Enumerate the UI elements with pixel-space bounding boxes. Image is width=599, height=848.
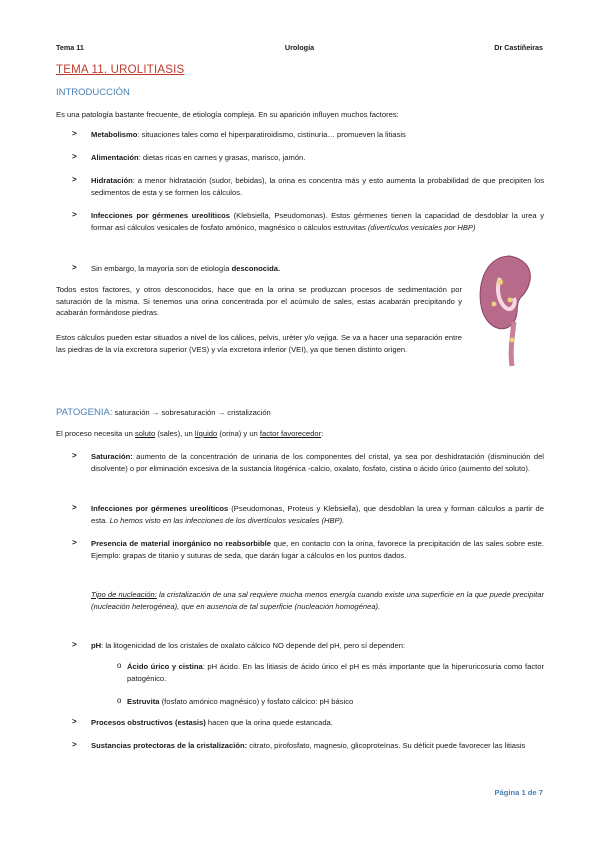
intro-item-hidratacion: Hidratación: a menor hidratación (sudor, bebidas), la orina es concentra más y esto aumenta la probabilidad de que precipiten los sedimentos de esta y se formen los cálculos.: [91, 176, 544, 197]
patogenia-item-protectoras: Sustancias protectoras de la cristalización: citrato, pirofosfato, magnesio, glicoproteínas. Su déficit puede favorecer las litiasis: [91, 741, 526, 750]
patogenia-item-ph: pH: la litogenicidad de los cristales de oxalato cálcico NO depende del pH, pero sí dependen:: [91, 641, 406, 650]
patogenia-item-material: Presencia de material inorgánico no reabsorbible que, en contacto con la orina, favorece la precipitación de las sales sobre este. Ejemplo: grapas de titanio y suturas de seda, que darán lugar a cálculos en los puntos dados.: [91, 539, 544, 560]
bullet-marker: >: [72, 175, 77, 184]
sub-bullet-marker: o: [117, 696, 122, 705]
bullet-marker: >: [72, 503, 77, 512]
bullet-marker: >: [72, 640, 77, 649]
bullet-marker: >: [72, 263, 77, 272]
ph-sub-acido-urico: Ácido úrico y cistina: pH ácido. En las litiasis de ácido úrico el pH es más importante que la hiperuricosuria como factor patogénico.: [127, 662, 544, 683]
patogenia-lead: El proceso necesita un soluto (sales), un líquido (orina) y un factor favorecedor:: [56, 429, 324, 438]
bullet-marker: >: [72, 717, 77, 726]
intro-item-desconocida: Sin embargo, la mayoría son de etiología desconocida.: [91, 264, 281, 273]
bullet-marker: >: [72, 210, 77, 219]
page-number: Página 1 de 7: [494, 788, 543, 797]
header-subject: Urología: [284, 43, 315, 52]
patogenia-heading: PATOGENIA: saturación → sobresaturación → cristalización: [56, 407, 271, 418]
nucleacion-note: Tipo de nucleación: la cristalización de una sal requiere mucha menos energía cuando existe una superficie en la que puede precipitar (nucleación heterogénea), que en ausencia de tal superficie (nucleación homogénea).: [91, 590, 544, 611]
page-header: [56, 43, 543, 55]
header-author: Dr Castiñeiras: [494, 43, 543, 52]
intro-heading: INTRODUCCIÓN: [56, 87, 130, 98]
intro-item-metabolismo: Metabolismo: situaciones tales como el hiperparatiroidismo, cistinuria… promueven la litiasis: [91, 130, 406, 139]
sub-bullet-marker: o: [117, 661, 122, 670]
intro-lead: Es una patología bastante frecuente, de etiología compleja. En su aparición influyen muchos factores:: [56, 110, 399, 119]
patogenia-item-obstructivos: Procesos obstructivos (estasis) hacen que la orina quede estancada.: [91, 718, 333, 727]
ph-sub-estruvita: Estruvita (fosfato amónico magnésico) y fosfato cálcico: pH básico: [127, 697, 354, 706]
intro-item-alimentacion: Alimentación: dietas ricas en carnes y grasas, marisco, jamón.: [91, 153, 306, 162]
intro-paragraph-2: Estos cálculos pueden estar situados a nivel de los cálices, pelvis, uréter y/o vejiga. Se va a hacer una separación entre las piedras de la vía excretora superior (VES) y vía excretora inferior (VEI), ya que tienen distinto origen.: [56, 333, 462, 354]
document-title: TEMA 11. UROLITIASIS: [56, 64, 185, 76]
intro-paragraph-1: Todos estos factores, y otros desconocidos, hace que en la orina se produzcan procesos de sedimentación por saturación de la misma. Si tenemos una orina concentrada por el acúmulo de sales, estas acabarán precipitando y acabarán formándose piedras.: [56, 285, 462, 318]
bullet-marker: >: [72, 740, 77, 749]
patogenia-item-saturacion: Saturación: aumento de la concentración de urinaria de los componentes del cristal, ya sea por deshidratación (disminución del disolvente) o por eliminación excesiva de la sustancia litogénica -calcio, oxalato, fosfato, cistina o ácido úrico (aumento del soluto).: [91, 452, 544, 473]
intro-item-infecciones: Infecciones por gérmenes ureolíticos (Klebsiella, Pseudomonas). Estos gérmenes tienen la capacidad de desdoblar la urea y formar así cálculos vesicales de fosfato amónico, magnésico o cálculos estruvitas (divertículos vesicales por HBP): [91, 211, 544, 232]
kidney-stones-illustration: [470, 248, 550, 368]
bullet-marker: >: [72, 129, 77, 138]
bullet-marker: >: [72, 538, 77, 547]
bullet-marker: >: [72, 152, 77, 161]
bullet-marker: >: [72, 451, 77, 460]
header-topic: Tema 11: [56, 43, 84, 52]
patogenia-item-infecciones: Infecciones por gérmenes ureolíticos (Pseudomonas, Proteus y Klebsiella), que desdoblan la urea y forman cálculos a partir de esta. Lo hemos visto en las infecciones de los divertículos vesicales (HBP).: [91, 504, 544, 525]
